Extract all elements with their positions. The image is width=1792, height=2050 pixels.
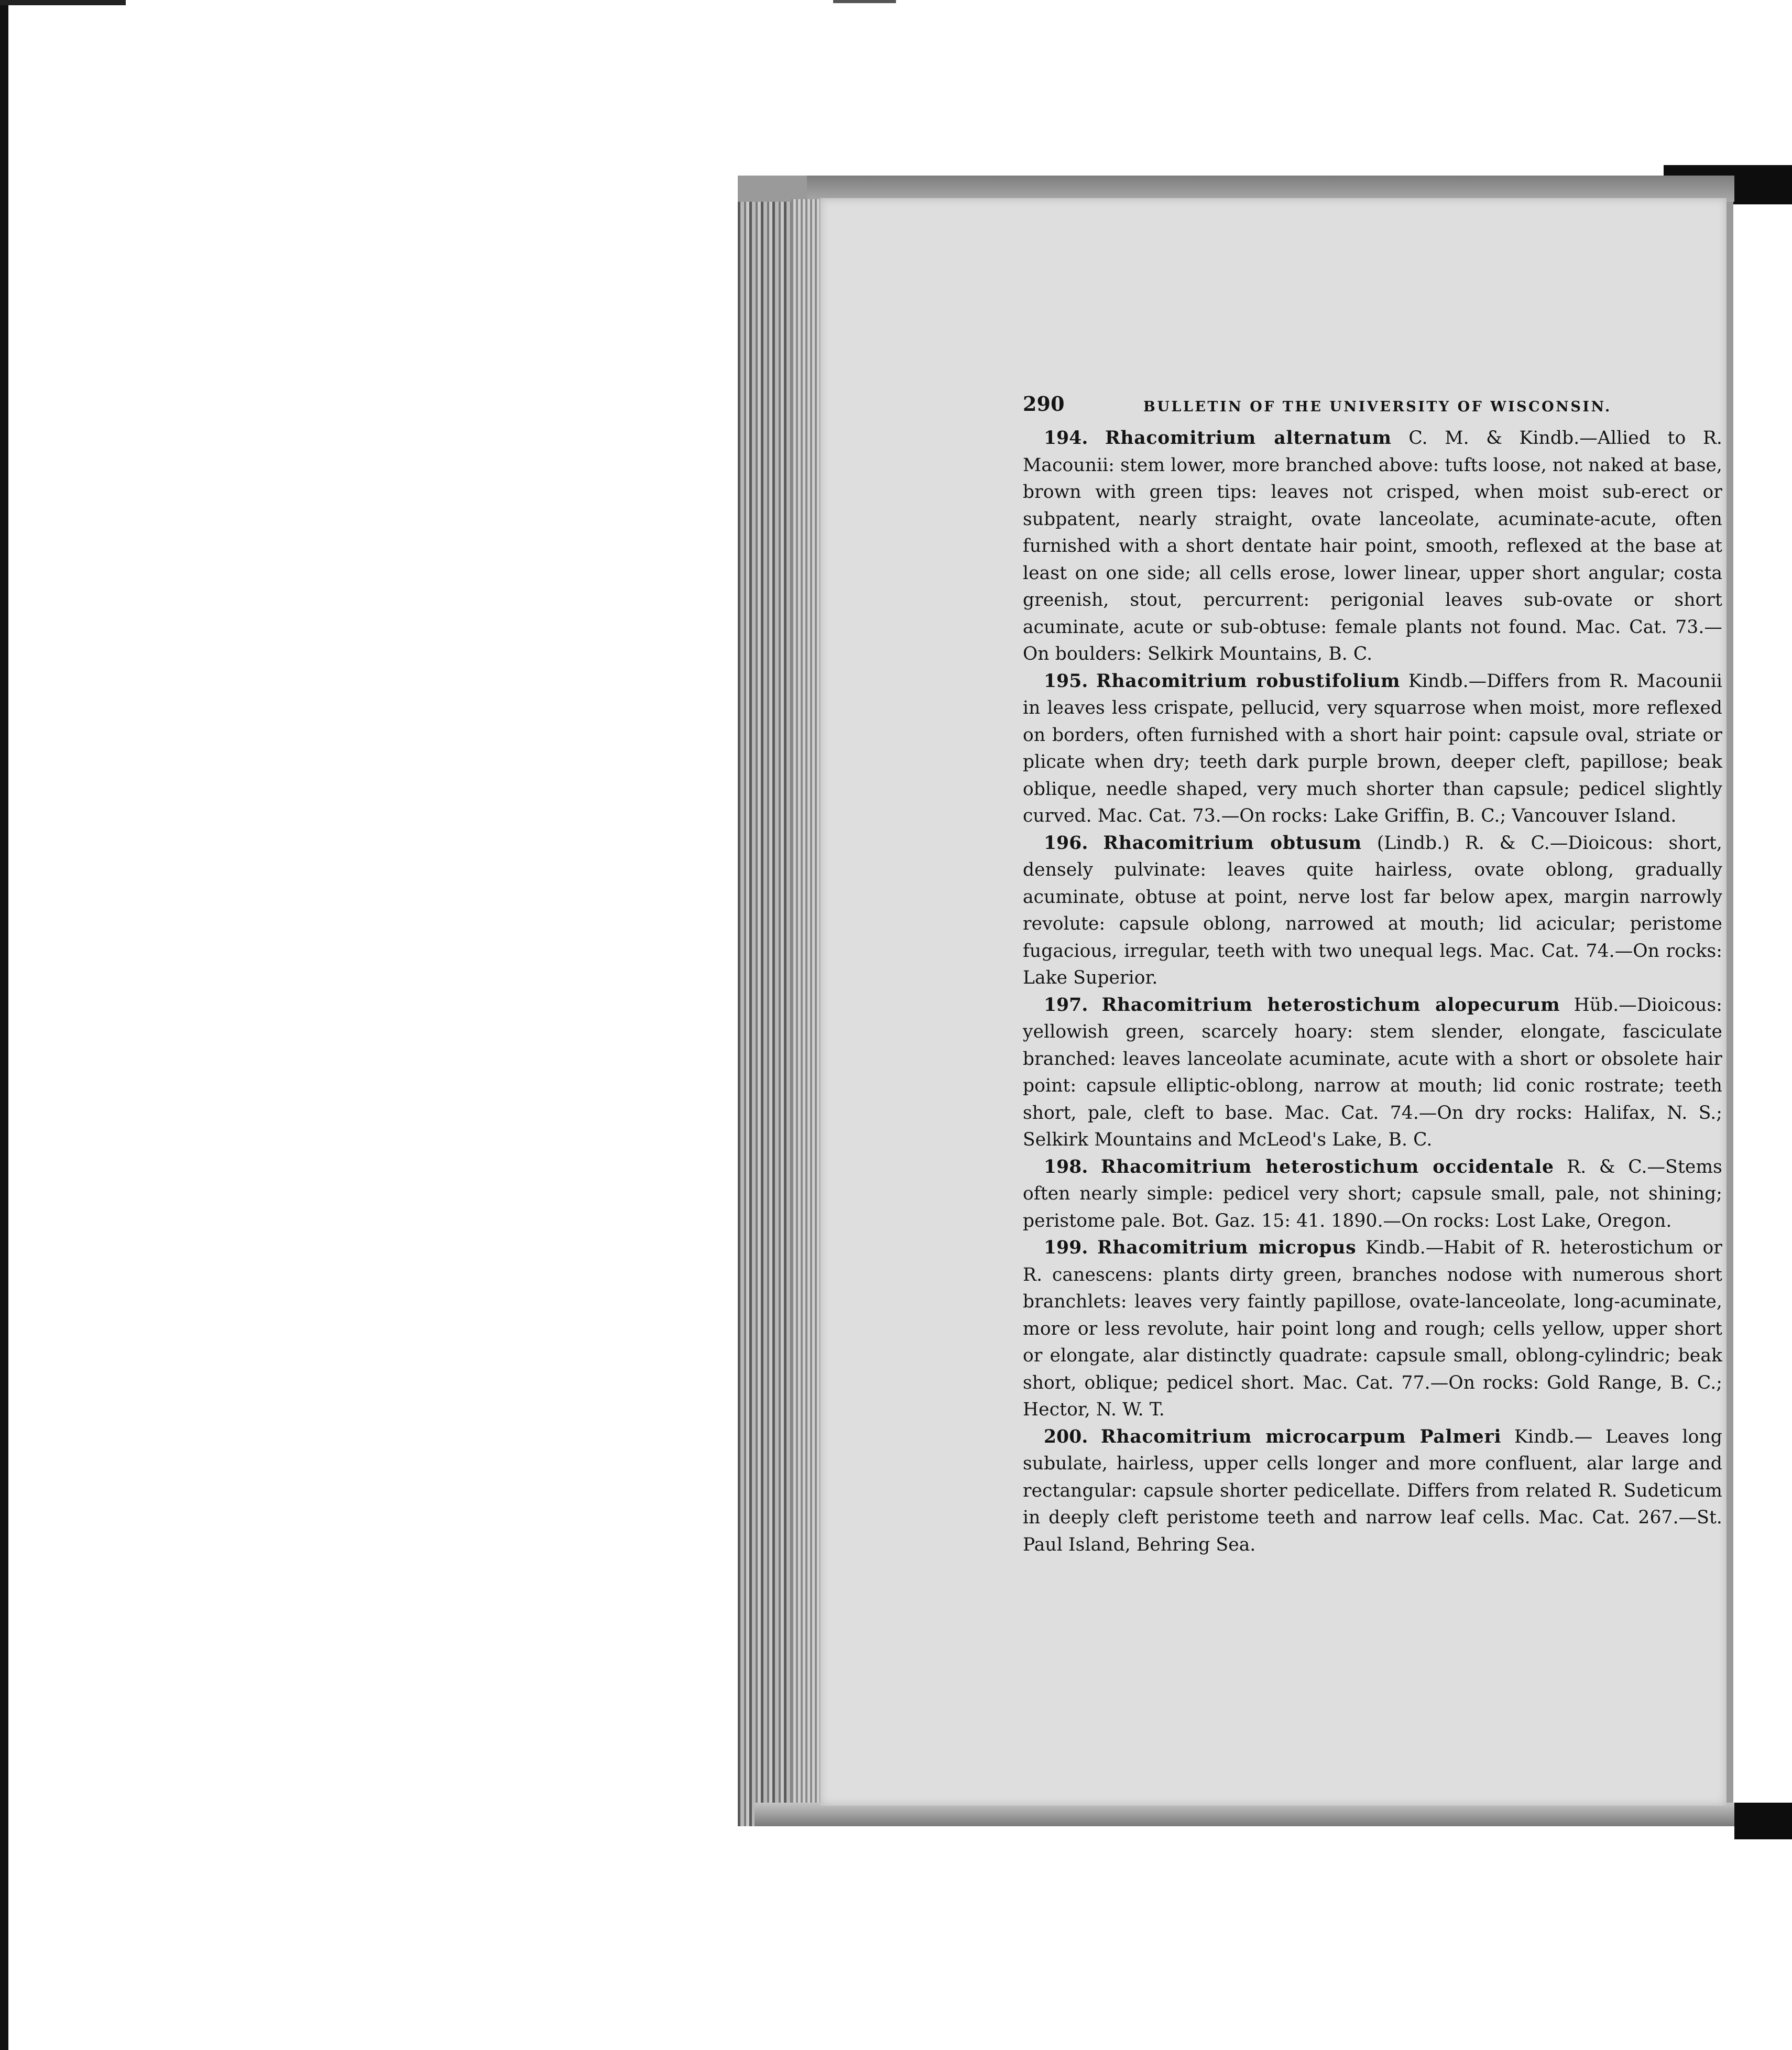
species-name: Rhacomitrium micropus [1097,1237,1357,1258]
authority: C. M. & Kindb. [1408,428,1580,449]
entry-number: 197. [1044,994,1088,1016]
species-name: Rhacomitrium heterostichum occidentale [1100,1156,1554,1177]
entry-description: —Stems often nearly simple: pedicel very short; capsule small, pale, not shining; peristome pale. Bot. Gaz. 15: 41. 1890.—On rocks: Lost Lake, Oregon. [1023,1156,1722,1231]
entry-description: —Habit of R. heterostichum or R. canescens: plants dirty green, branches nodose with numerous short branchlets: leaves very faintly papillose, ovate-lanceolate, long-acuminate, more or less revolute, hair point long and rough; cells yellow, upper short or elongate, alar distinctly quadrate: capsule small, oblong-cylindric; beak short, oblique; pedicel short. Mac. Cat. 77.—On rocks: Gold Range, B. C.; Hector, N. W. T. [1023,1237,1722,1420]
authority: Hüb. [1574,994,1619,1016]
authority: (Lindb.) R. & C. [1376,832,1550,854]
species-entry [1023,425,1722,668]
entry-description: —Dioicous: short, densely pulvinate: leaves quite hairless, ovate oblong, gradually acuminate, obtuse at point, nerve lost far below apex, margin narrowly revolute: capsule oblong, narrowed at mouth; lid acicular; peristome fugacious, irregular, teeth with two unequal legs. Mac. Cat. 74.—On rocks: Lake Superior. [1023,832,1722,988]
entry-number: 195. [1044,670,1088,692]
entry-description: — Leaves long subulate, hairless, upper cells longer and more confluent, alar large and rectangular: capsule shorter pedicellate. Differs from related R. Sudeticum in deeply cleft peristome teeth and narrow leaf cells. Mac. Cat. 267.—St. Paul Island, Behring Sea. [1023,1426,1722,1555]
running-title: BULLETIN OF THE UNIVERSITY OF WISCONSIN. [1143,399,1612,415]
film-edge-top [0,0,126,5]
species-entry [1023,1154,1722,1235]
entry-number: 196. [1044,832,1088,854]
entry-number: 200. [1044,1426,1088,1447]
authority: Kindb. [1408,670,1469,692]
species-name: Rhacomitrium robustifolium [1096,670,1401,692]
authority: Kindb. [1365,1237,1426,1258]
book-bottom-edge [755,1803,1734,1826]
running-head [1023,390,1722,421]
entry-number: 199. [1044,1237,1088,1258]
species-name: Rhacomitrium alternatum [1105,428,1392,449]
film-edge-left [0,0,8,2050]
page-text [1023,390,1722,1558]
page-edges-inner [791,199,823,1808]
entry-description: —Dioicous: yellowish green, scarcely hoary: stem slender, elongate, fasciculate branched: leaves lanceolate acuminate, acute with a short or obsolete hair point: capsule elliptic-oblong, narrow at mouth; lid conic rostrate; teeth short, pale, cleft to base. Mac. Cat. 74.—On dry rocks: Halifax, N. S.; Selkirk Mountains and McLeod's Lake, B. C. [1023,994,1722,1150]
species-entry [1023,1424,1722,1559]
film-mark-top [833,0,896,3]
authority: Kindb. [1514,1426,1575,1447]
entry-description: —Differs from R. Macounii in leaves less crispate, pellucid, very squarrose when moist, more reflexed on borders, often furnished with a short hair point: capsule oval, striate or plicate when dry; teeth dark purple brown, deeper cleft, papillose; beak oblique, needle shaped, very much shorter than capsule; pedicel slightly curved. Mac. Cat. 73.—On rocks: Lake Griffin, B. C.; Vancouver Island. [1023,670,1722,826]
species-entry [1023,668,1722,830]
species-entry [1023,830,1722,992]
entry-number: 194. [1044,428,1088,449]
page-number: 290 [1023,392,1065,416]
species-name: Rhacomitrium obtusum [1103,832,1362,854]
species-entry [1023,1235,1722,1424]
film-edge-right-bottom [1734,1803,1792,1839]
species-entry [1023,992,1722,1154]
entry-number: 198. [1044,1156,1088,1177]
entry-description: —Allied to R. Macounii: stem lower, more branched above: tufts loose, not naked at base, brown with green tips: leaves not crisped, when moist sub-erect or subpatent, nearly straight, ovate lanceolate, acuminate-acute, often furnished with a short dentate hair point, smooth, reflexed at the base at least on one side; all cells erose, lower linear, upper short angular; costa greenish, stout, percurrent: perigonial leaves sub-ovate or short acuminate, acute or sub-obtuse: female plants not found. Mac. Cat. 73.—On boulders: Selkirk Mountains, B. C. [1023,428,1722,664]
species-name: Rhacomitrium heterostichum alopecurum [1101,994,1560,1016]
species-name: Rhacomitrium microcarpum Palmeri [1100,1426,1502,1447]
authority: R. & C. [1567,1156,1647,1177]
